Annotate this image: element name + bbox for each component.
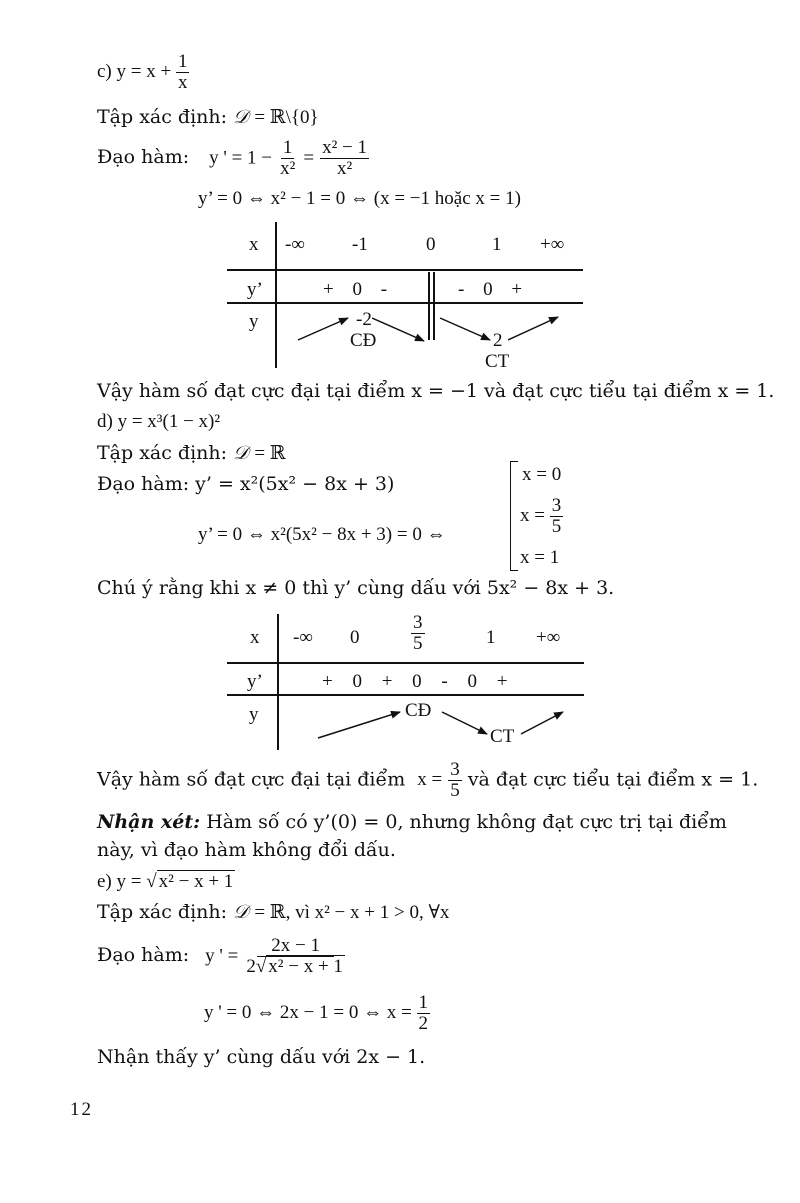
table-d-y-label: y	[249, 704, 259, 725]
fraction: $\frac{3}{5}$	[450, 759, 460, 801]
part-e-function: e) y = √ x² − x + 1	[97, 871, 234, 892]
table-c-yprime-label: y’	[247, 279, 263, 300]
table-c-max-tag: CĐ	[350, 330, 377, 351]
part-d-function: d) y = x³(1 − x)²	[97, 411, 221, 432]
part-e-note: Nhận thấy y’ cùng dấu với 2x − 1.	[97, 1046, 426, 1068]
table-c-x-value: +∞	[540, 234, 565, 255]
arrow-up	[521, 712, 563, 734]
sqrt-symbol: √	[255, 955, 267, 977]
table-c-yprime-signs-right: - 0 +	[458, 279, 523, 300]
table-c-x-value: -1	[352, 234, 368, 255]
table-d-max-tag: CĐ	[405, 700, 432, 721]
table-c-yprime-signs-left: + 0 -	[323, 279, 388, 300]
part-e-zero-equation: y ' = 0 ⇔ 2x − 1 = 0 ⇔ x = $\frac{1}{2}$	[204, 992, 429, 1034]
part-d-domain: Tập xác định: 𝒟 = ℝ	[97, 442, 286, 464]
table-d-yprime-signs: + 0 + 0 - 0 +	[322, 671, 508, 692]
table-c-x-value: 0	[426, 234, 436, 255]
part-c-conclusion: Vậy hàm số đạt cực đại tại điểm x = −1 và đạt cực tiểu tại điểm x = 1.	[97, 380, 775, 402]
part-c-zero-equation: y’ = 0 ⇔ x² − 1 = 0 ⇔ (x = −1 hoặc x = 1)	[198, 188, 521, 209]
fraction: $\frac{3}{5}$	[551, 495, 562, 537]
case-x-3-5: x = $\frac{3}{5}$	[520, 495, 562, 537]
part-c-domain: Tập xác định: 𝒟 = ℝ\{0}	[97, 106, 319, 128]
part-e-derivative: Đạo hàm: y ' = $\frac{2x - 1}{\text{2√ x² − x + 1}}$	[97, 936, 347, 977]
table-d-x-label: x	[250, 627, 260, 648]
part-e-domain: Tập xác định: 𝒟 = ℝ, vì x² − x + 1 > 0, ∀x	[97, 901, 450, 923]
part-c-function: c) y = x + $\frac{1}{x}$	[97, 51, 188, 93]
table-c-x-value: -∞	[285, 234, 305, 255]
table-c-min-tag: CT	[485, 351, 510, 372]
remark-line-2: này, vì đạo hàm không đổi dấu.	[97, 839, 396, 861]
table-d-x-value: 0	[350, 627, 360, 648]
fraction: $\frac{1}{2}$	[418, 992, 429, 1034]
part-d-derivative: Đạo hàm: y’ = x²(5x² − 8x + 3)	[97, 473, 395, 495]
part-d-note: Chú ý rằng khi x ≠ 0 thì y’ cùng dấu với 5x² − 8x + 3.	[97, 577, 615, 599]
table-d-x-value: 1	[486, 627, 496, 648]
case-x-0: x = 0	[522, 464, 562, 485]
remark-line-1: Nhận xét: Hàm số có y’(0) = 0, nhưng không đạt cực trị tại điểm	[97, 811, 727, 833]
part-d-conclusion: Vậy hàm số đạt cực đại tại điểm x = $\frac{3}{5}$ và đạt cực tiểu tại điểm x = 1.	[97, 759, 759, 801]
table-d-yprime-label: y’	[247, 671, 263, 692]
fraction: $\frac{\text{x² − 1}}{\text{x²}}$	[322, 137, 368, 179]
table-c-max-value: -2	[356, 309, 372, 330]
table-c-min-value: 2	[493, 330, 503, 351]
sqrt-symbol: √	[146, 871, 157, 892]
page-number: 12	[70, 1099, 93, 1120]
table-c-y-label: y	[249, 311, 259, 332]
table-d-x-value: -∞	[293, 627, 313, 648]
fraction: $\frac{2x - 1}{\text{2√ x² − x + 1}}$	[246, 935, 343, 977]
part-d-zero-equation: y’ = 0 ⇔ x²(5x² − 8x + 3) = 0 ⇔	[198, 524, 446, 545]
table-d-x-value: +∞	[536, 627, 561, 648]
table-c-x-label: x	[249, 234, 259, 255]
table-d-x-fraction: $\frac{3}{5}$	[413, 612, 423, 654]
table-c-x-value: 1	[492, 234, 502, 255]
fraction: $\frac{1}{x}$	[177, 51, 188, 93]
part-c-derivative: Đạo hàm: y ' = 1 − $\frac{1}{\text{x²}}$ = $\frac{\text{x² − 1}}{\text{x²}}$	[97, 137, 368, 179]
fraction: $\frac{1}{\text{x²}}$	[280, 137, 296, 179]
case-x-1: x = 1	[520, 547, 560, 568]
arrow-down	[442, 712, 487, 734]
table-d-min-tag: CT	[490, 726, 515, 747]
arrow-up	[318, 712, 400, 738]
remark-title: Nhận xét:	[97, 811, 201, 833]
